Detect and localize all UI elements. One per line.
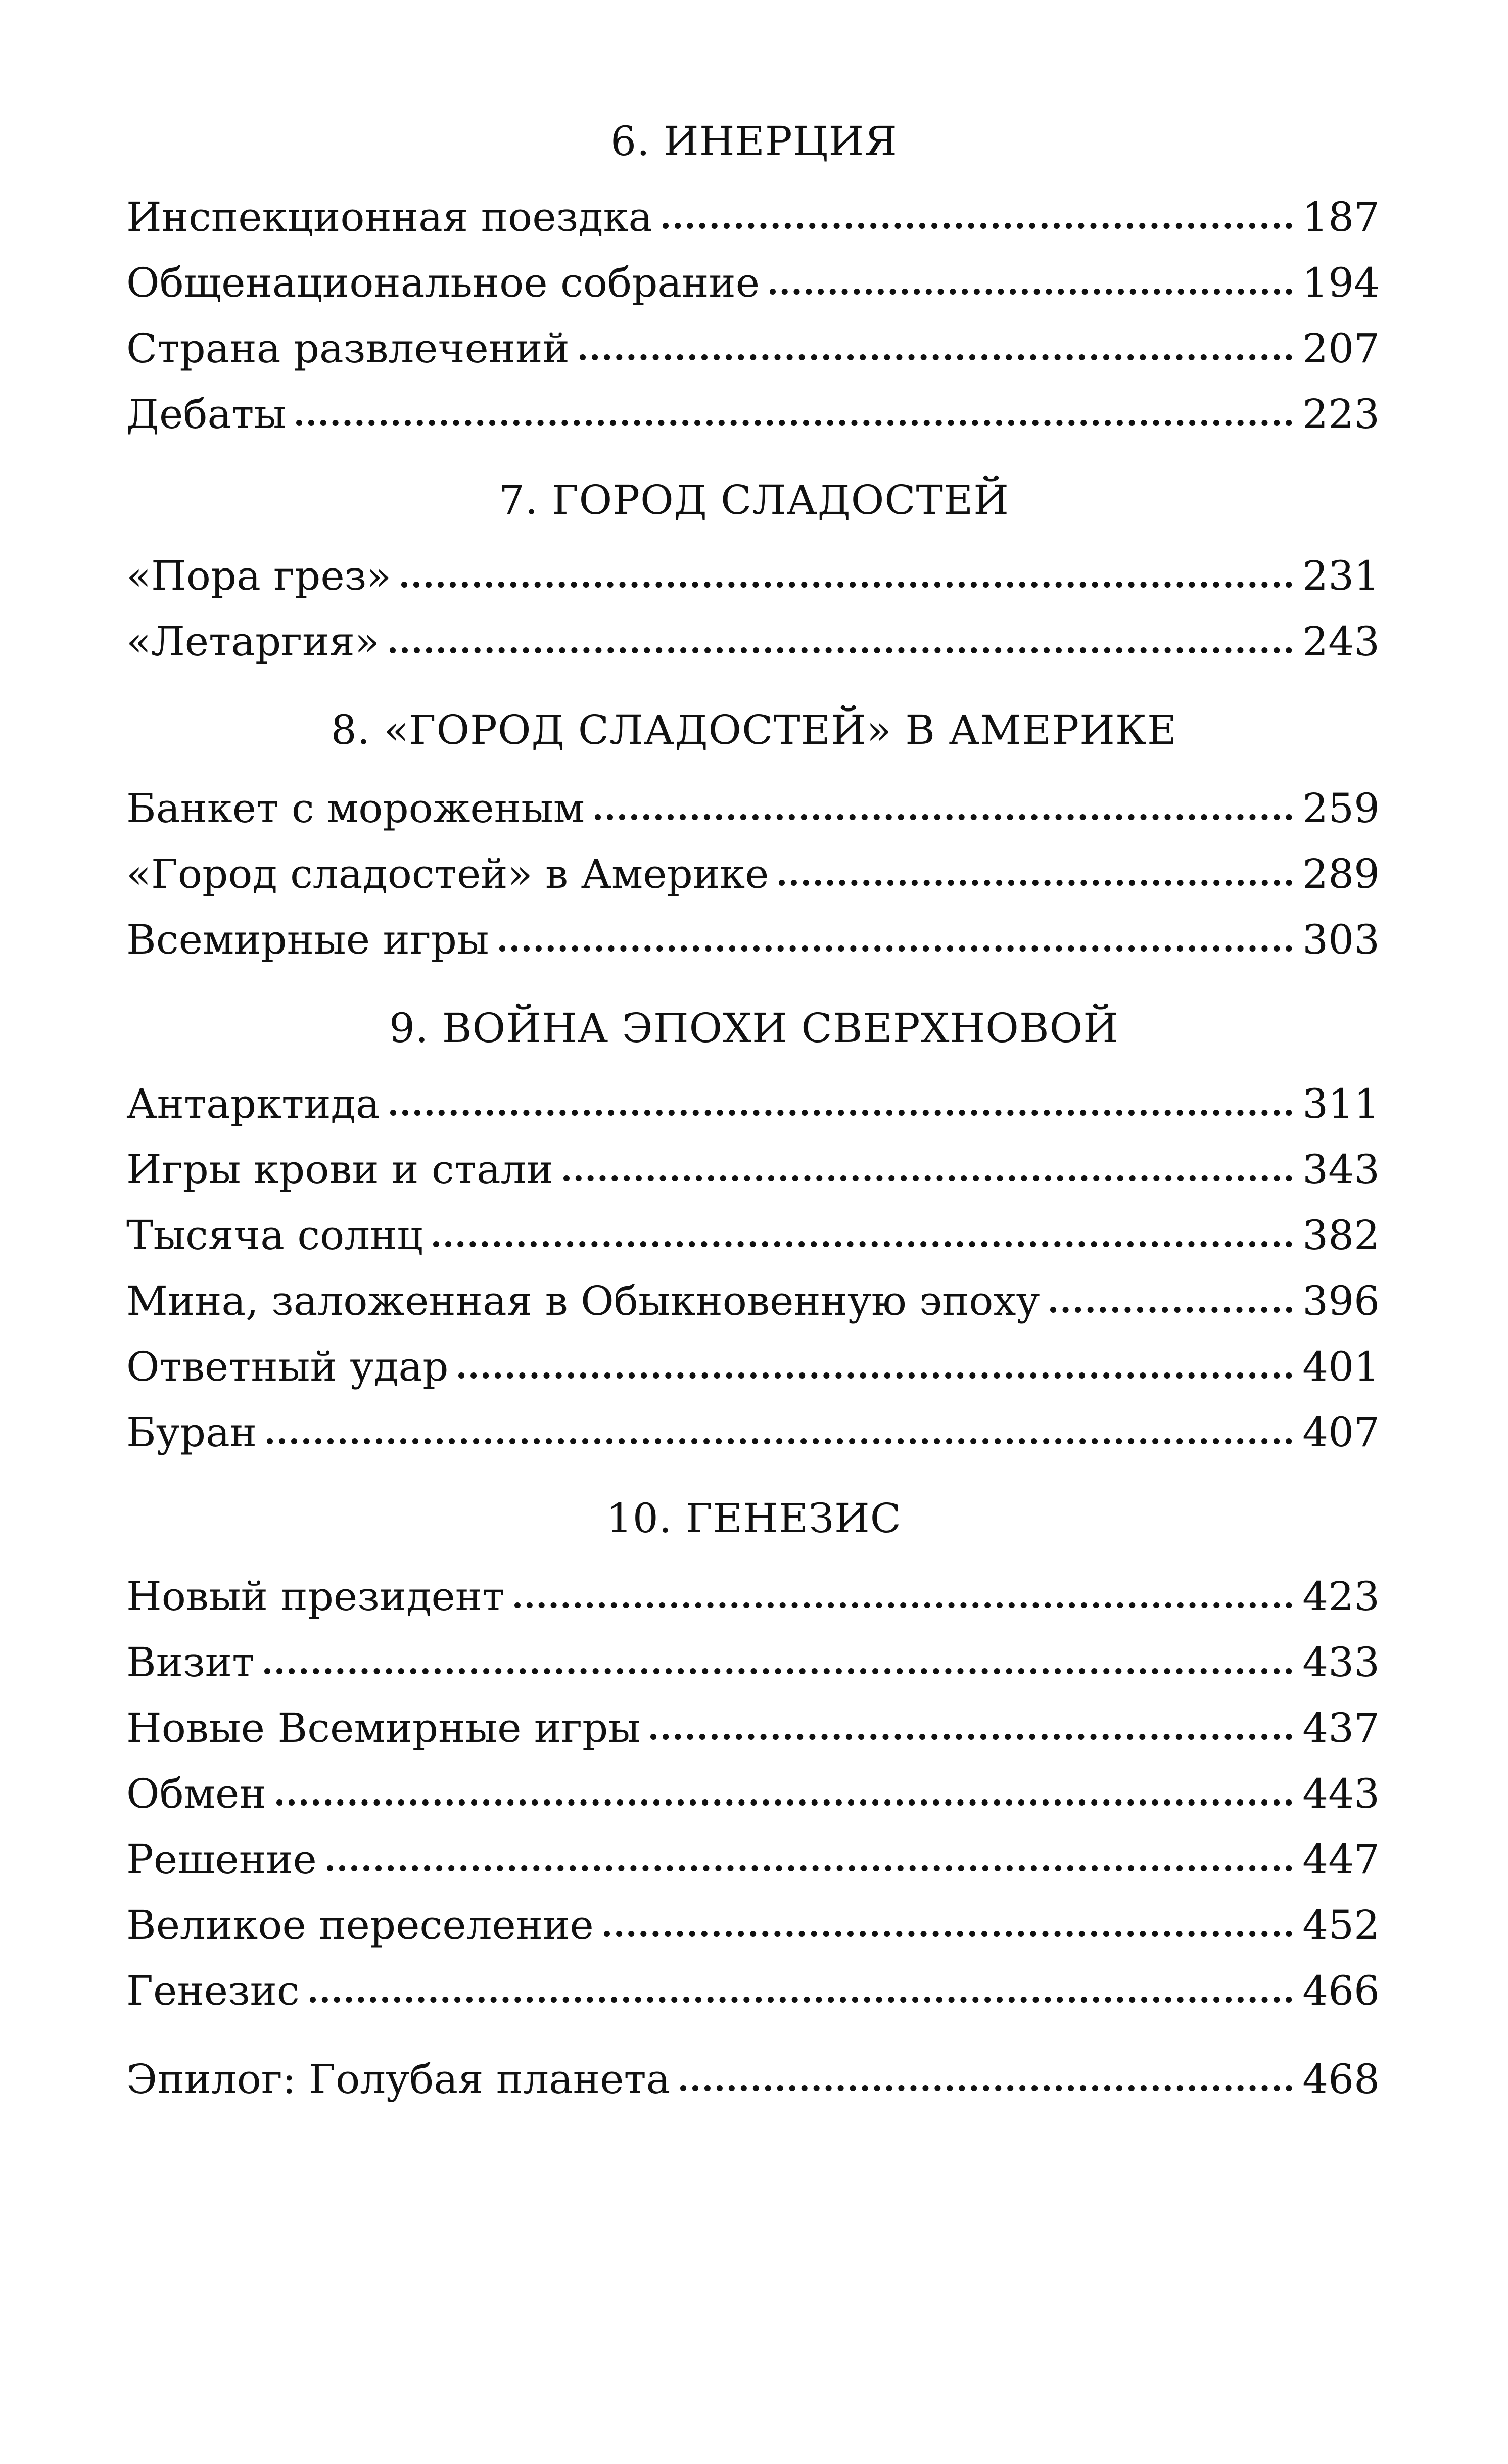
dot-leader (390, 647, 1292, 653)
entry-title: Банкет с мороженым (126, 785, 585, 832)
entry-page-number: 396 (1302, 1277, 1380, 1324)
entry-page-number: 452 (1302, 1902, 1380, 1949)
entry-title: Страна развлечений (126, 325, 570, 372)
entry-page-number: 401 (1302, 1343, 1380, 1390)
entry-title: Антарктида (126, 1080, 380, 1127)
entry-page-number: 289 (1302, 850, 1380, 897)
toc-entry[interactable] (126, 1142, 1380, 1198)
toc-entry[interactable] (126, 1405, 1380, 1460)
entry-page-number: 187 (1302, 194, 1380, 241)
entry-page-number: 303 (1302, 916, 1380, 963)
dot-leader (499, 945, 1293, 952)
toc-entry[interactable] (126, 321, 1380, 376)
dot-leader (604, 1931, 1293, 1937)
entry-page-number: 223 (1302, 391, 1380, 438)
dot-leader (267, 1438, 1292, 1444)
entry-title: Дебаты (126, 391, 287, 438)
entry-page-number: 207 (1302, 325, 1380, 372)
entry-title: Эпилог: Голубая планета (126, 2056, 671, 2103)
dot-leader (1050, 1307, 1293, 1313)
entry-page-number: 423 (1302, 1573, 1380, 1620)
entry-page-number: 443 (1302, 1770, 1380, 1817)
entry-page-number: 433 (1302, 1639, 1380, 1686)
entry-title: Обмен (126, 1770, 266, 1817)
entry-title: «Летаргия» (126, 618, 380, 665)
entry-page-number: 231 (1302, 552, 1380, 599)
entry-title: Общенациональное собрание (126, 259, 760, 306)
toc-entry[interactable] (126, 189, 1380, 245)
dot-leader (663, 223, 1292, 229)
toc-entry[interactable] (126, 1339, 1380, 1395)
dot-leader (458, 1372, 1292, 1379)
entry-title: Новые Всемирные игры (126, 1704, 640, 1751)
dot-leader (264, 1668, 1292, 1674)
toc-entry[interactable] (126, 1898, 1380, 1953)
toc-entry[interactable] (126, 255, 1380, 311)
entry-page-number: 437 (1302, 1704, 1380, 1751)
dot-leader (310, 1997, 1293, 2003)
dot-leader (580, 354, 1293, 360)
entry-page-number: 343 (1302, 1146, 1380, 1193)
entry-page-number: 311 (1302, 1080, 1380, 1127)
entry-page-number: 194 (1302, 259, 1380, 306)
toc-entry[interactable] (126, 1832, 1380, 1887)
toc-entry[interactable] (126, 1208, 1380, 1263)
entry-title: Решение (126, 1836, 317, 1883)
entry-page-number: 243 (1302, 618, 1380, 665)
toc-entry[interactable] (126, 548, 1380, 604)
entry-title: Великое переселение (126, 1902, 594, 1949)
entry-title: Новый президент (126, 1573, 505, 1620)
entry-title: Тысяча солнц (126, 1212, 423, 1259)
toc-entry[interactable] (126, 1635, 1380, 1690)
toc-entry[interactable] (126, 1273, 1380, 1329)
section-title: 8. «ГОРОД СЛАДОСТЕЙ» В АМЕРИКЕ (331, 706, 1177, 753)
toc-entry[interactable] (126, 1569, 1380, 1625)
section-title: 6. ИНЕРЦИЯ (610, 118, 898, 165)
dot-leader (770, 289, 1292, 295)
dot-leader (276, 1799, 1293, 1806)
entry-page-number: 259 (1302, 785, 1380, 832)
toc-entry[interactable] (126, 387, 1380, 442)
dot-leader (680, 2085, 1292, 2091)
entry-page-number: 447 (1302, 1836, 1380, 1883)
dot-leader (563, 1175, 1292, 1181)
dot-leader (779, 880, 1292, 886)
dot-leader (595, 814, 1292, 820)
toc-entry[interactable] (126, 781, 1380, 836)
dot-leader (514, 1602, 1292, 1608)
entry-title: Игры крови и стали (126, 1146, 553, 1193)
dot-leader (433, 1241, 1292, 1247)
dot-leader (296, 420, 1292, 426)
toc-entry[interactable] (126, 1766, 1380, 1822)
entry-title: Генезис (126, 1967, 300, 2014)
entry-title: Буран (126, 1409, 257, 1456)
dot-leader (327, 1865, 1292, 1871)
toc-entry[interactable] (126, 846, 1380, 902)
entry-page-number: 382 (1302, 1212, 1380, 1259)
entry-title: Мина, заложенная в Обыкновенную эпоху (126, 1277, 1040, 1324)
entry-page-number: 466 (1302, 1967, 1380, 2014)
entry-title: «Пора грез» (126, 552, 392, 599)
entry-title: «Город сладостей» в Америке (126, 850, 769, 897)
toc-entry[interactable] (126, 1076, 1380, 1132)
section-title: 10. ГЕНЕЗИС (606, 1495, 902, 1542)
toc-entry[interactable] (126, 912, 1380, 968)
entry-title: Всемирные игры (126, 916, 489, 963)
entry-title: Инспекционная поездка (126, 194, 653, 241)
dot-leader (650, 1734, 1292, 1740)
entry-title: Визит (126, 1639, 255, 1686)
section-title: 9. ВОЙНА ЭПОХИ СВЕРХНОВОЙ (389, 1005, 1119, 1052)
toc-entry[interactable] (126, 1700, 1380, 1756)
dot-leader (390, 1110, 1293, 1116)
toc-entry[interactable] (126, 1963, 1380, 2019)
toc-entry-epilogue[interactable] (126, 2052, 1380, 2107)
section-title: 7. ГОРОД СЛАДОСТЕЙ (498, 477, 1010, 524)
toc-entry[interactable] (126, 614, 1380, 670)
dot-leader (401, 582, 1292, 588)
entry-title: Ответный удар (126, 1343, 449, 1390)
entry-page-number: 468 (1302, 2056, 1380, 2103)
entry-page-number: 407 (1302, 1409, 1380, 1456)
